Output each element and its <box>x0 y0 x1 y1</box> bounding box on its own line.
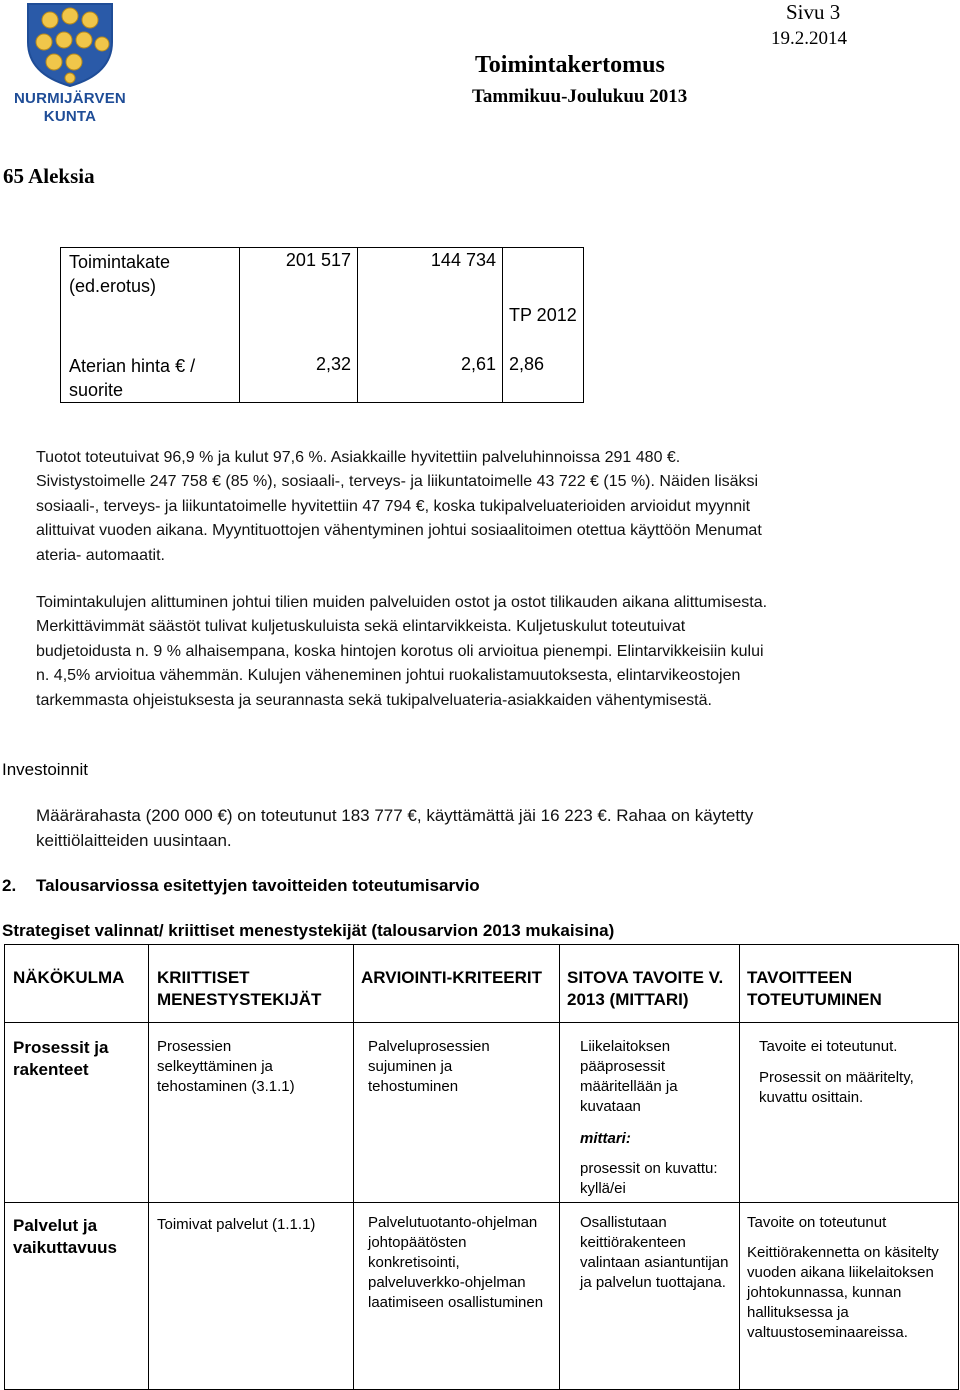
paragraph-line: Sivistystoimelle 247 758 € (85 %), sosiaali-, terveys- ja liikuntatoimelle 43 722 € (15 %). Näiden lisäksi <box>36 473 759 491</box>
row1-criteria: Palveluprosessien sujuminen ja tehostuminen <box>368 1038 490 1095</box>
paragraph-line: Määrärahasta (200 000 €) on toteutunut 183 777 €, käyttämättä jäi 16 223 €. Rahaa on käytetty <box>36 806 754 825</box>
paragraph-line: Toimintakulujen alittuminen johtui tilien muiden palveluiden ostot ja ostot tilikauden aikana alittumisesta. <box>36 594 768 611</box>
paragraph-line: Tuotot toteutuivat 96,9 % ja kulut 97,6 %. Asiakkaille hyvitettiin palveluhinnoissa 291 480 €. <box>36 449 681 466</box>
row2-criteria: Palvelutuotanto-ohjelman johtopäätösten konkretisointi, palveluverkko-ohjelman laatimiseen osallistuminen <box>368 1214 544 1311</box>
header-nakokulma: NÄKÖKULMA <box>13 968 125 987</box>
logo-text-line1: NURMIJÄRVEN <box>14 90 126 107</box>
goals-table <box>4 944 959 1390</box>
paragraph-line: n. 4,5% arvioitua vähemmän. Kulujen väheneminen johtui ruokalistamuutoksesta, elintarvikeostojen <box>36 667 741 685</box>
row1-perspective: Prosessit ja rakenteet <box>13 1038 109 1079</box>
paragraph-line: budjetoidusta n. 9 % alhaisempana, koska hintojen korotus oli arvioitua pienempi. Elintarvikkeisiin kului <box>36 642 764 660</box>
row1-meter: prosessit on kuvattu: kyllä/ei <box>580 1160 718 1197</box>
row2-factor: Toimivat palvelut (1.1.1) <box>157 1216 316 1233</box>
row2-perspective: Palvelut ja vaikuttavuus <box>13 1216 117 1257</box>
section-2-title: Talousarviossa esitettyjen tavoitteiden toteutumisarvio <box>36 876 480 895</box>
section-title: 65 Aleksia <box>3 164 95 188</box>
toimintakate-value-3 <box>503 248 584 300</box>
section-2-number: 2. <box>2 876 17 895</box>
document-period: Tammikuu-Joulukuu 2013 <box>472 86 688 107</box>
document-date: 19.2.2014 <box>771 28 847 49</box>
row1-meter-label: mittari: <box>580 1130 631 1147</box>
paragraph-revenue <box>36 446 936 568</box>
paragraph-line: ateria- automaatit. <box>36 546 165 564</box>
row1-result-2: Prosessit on määritelty, kuvattu osittain. <box>759 1069 914 1106</box>
header-toteutuminen: TAVOITTEEN TOTEUTUMINEN <box>747 968 882 1009</box>
aterian-hinta-value-2: 2,61 <box>358 352 503 403</box>
logo-text-line2: KUNTA <box>43 108 97 125</box>
aterian-hinta-label: Aterian hinta € / suorite <box>61 352 240 403</box>
investments-paragraph <box>36 803 936 853</box>
row1-factor: Prosessien selkeyttäminen ja tehostaminen (3.1.1) <box>157 1038 295 1095</box>
row2-result-2: Keittiörakennetta on käsitelty vuoden aikana liikelaitoksen johtokunnassa, kunnan hallituksessa ja valtuustoseminaareissa. <box>747 1244 939 1341</box>
document-title: Toimintakertomus <box>475 52 665 78</box>
aterian-hinta-value-3: 2,86 <box>503 352 584 403</box>
aterian-hinta-value-1: 2,32 <box>240 352 358 403</box>
row2-goal: Osallistutaan keittiörakenteen valintaan asiantuntijan ja palvelun tuottajana. <box>580 1214 729 1291</box>
logo-text <box>10 90 130 126</box>
header-kriittiset: KRIITTISET MENESTYSTEKIJÄT <box>157 968 322 1009</box>
paragraph-line: Merkittävimmät säästöt tulivat kuljetuskuluista sekä elintarvikkeista. Kuljetuskulut toteutuivat <box>36 618 686 636</box>
header-arviointikriteerit: ARVIOINTI-KRITEERIT <box>361 968 543 987</box>
toimintakate-value-1: 201 517 <box>240 248 358 300</box>
row1-result-1: Tavoite ei toteutunut. <box>759 1038 898 1055</box>
toimintakate-value-2: 144 734 <box>358 248 503 300</box>
paragraph-line: tarkemmasta ohjeistuksesta ja seurannasta sekä tukipalveluateria-asiakkaiden vähentymisestä. <box>36 691 712 709</box>
summary-table <box>60 247 584 403</box>
paragraph-line: alittuivat vuoden aikana. Myyntituottojen vähentyminen johtui sosiaalitoimen otettua käyttöön Menumat <box>36 522 762 540</box>
toimintakate-label: Toimintakate (ed.erotus) <box>61 248 240 352</box>
coat-of-arms-icon <box>8 2 132 88</box>
page-number: Sivu 3 <box>786 0 841 24</box>
paragraph-line: sosiaali-, terveys- ja liikuntatoimelle hyvitettiin 47 794 €, koska tukipalveluaterioiden arvioidut myynnit <box>36 497 751 515</box>
row2-result-1: Tavoite on toteutunut <box>747 1214 887 1231</box>
paragraph-costs <box>36 591 936 713</box>
header-sitova-tavoite: SITOVA TAVOITE V. 2013 (MITTARI) <box>567 968 724 1009</box>
tp-2012-header: TP 2012 <box>503 300 584 352</box>
investments-heading: Investoinnit <box>2 760 88 779</box>
row1-goal: Liikelaitoksen pääprosessit määritellään ja kuvataan <box>580 1038 678 1115</box>
paragraph-line: keittiölaitteiden uusintaan. <box>36 831 232 850</box>
strategy-heading: Strategiset valinnat/ kriittiset menestystekijät (talousarvion 2013 mukaisina) <box>2 921 615 940</box>
section-2-heading <box>2 876 480 896</box>
